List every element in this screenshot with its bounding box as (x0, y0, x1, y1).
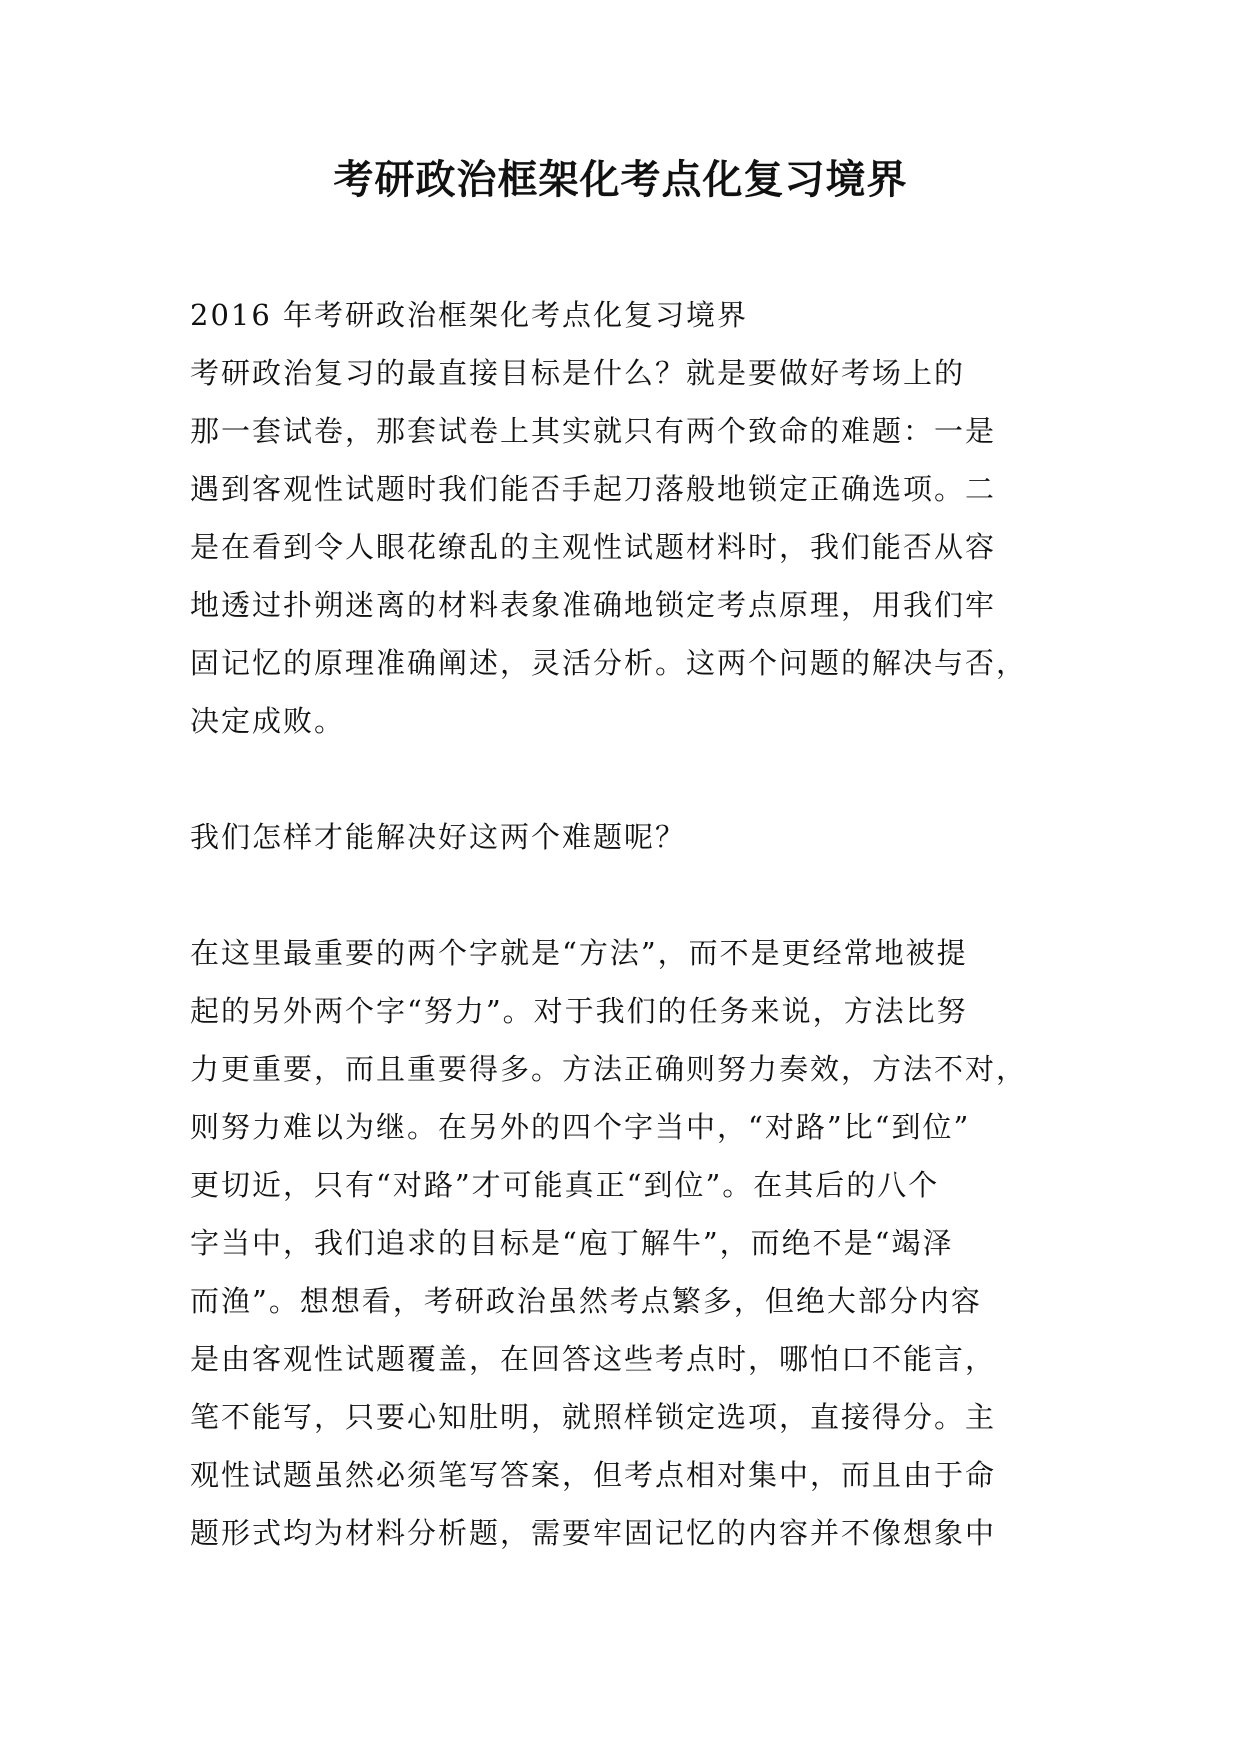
text-line: 题形式均为材料分析题，需要牢固记忆的内容并不像想象中 (190, 1516, 997, 1550)
text-line: 而渔”。想想看，考研政治虽然考点繁多，但绝大部分内容 (190, 1284, 982, 1318)
text-line: 考研政治复习的最直接目标是什么？就是要做好考场上的 (190, 356, 966, 390)
paragraph-method (190, 924, 1050, 1562)
document-body (190, 286, 1050, 1562)
text-line: 决定成败。 (190, 704, 346, 738)
text-line: 在这里最重要的两个字就是“方法”，而不是更经常地被提 (190, 936, 968, 970)
paragraph-spacer (190, 750, 1050, 808)
paragraph-intro (190, 344, 1050, 750)
text-line: 固记忆的原理准确阐述，灵活分析。这两个问题的解决与否， (190, 646, 1028, 680)
text-line: 是由客观性试题覆盖，在回答这些考点时，哪怕口不能言， (190, 1342, 997, 1376)
text-line: 遇到客观性试题时我们能否手起刀落般地锁定正确选项。二 (190, 472, 997, 506)
text-line: 观性试题虽然必须笔写答案，但考点相对集中，而且由于命 (190, 1458, 997, 1492)
text-line: 地透过扑朔迷离的材料表象准确地锁定考点原理，用我们牢 (190, 588, 997, 622)
text-line: 起的另外两个字“努力”。对于我们的任务来说，方法比努 (190, 994, 968, 1028)
text-line: 则努力难以为继。在另外的四个字当中，“对路”比“到位” (190, 1110, 971, 1144)
text-line: 更切近，只有“对路”才可能真正“到位”。在其后的八个 (190, 1168, 940, 1202)
text-line: 那一套试卷，那套试卷上其实就只有两个致命的难题：一是 (190, 414, 997, 448)
document-subtitle: 2016 年考研政治框架化考点化复习境界 (190, 298, 749, 332)
text-line: 字当中，我们追求的目标是“庖丁解牛”，而绝不是“竭泽 (190, 1226, 954, 1260)
document-title: 考研政治框架化考点化复习境界 (333, 157, 908, 203)
paragraph-question: 我们怎样才能解决好这两个难题呢？ (190, 820, 687, 854)
paragraph-spacer (190, 866, 1050, 924)
text-line: 是在看到令人眼花缭乱的主观性试题材料时，我们能否从容 (190, 530, 997, 564)
text-line: 力更重要，而且重要得多。方法正确则努力奏效，方法不对， (190, 1052, 1028, 1086)
text-line: 笔不能写，只要心知肚明，就照样锁定选项，直接得分。主 (190, 1400, 997, 1434)
